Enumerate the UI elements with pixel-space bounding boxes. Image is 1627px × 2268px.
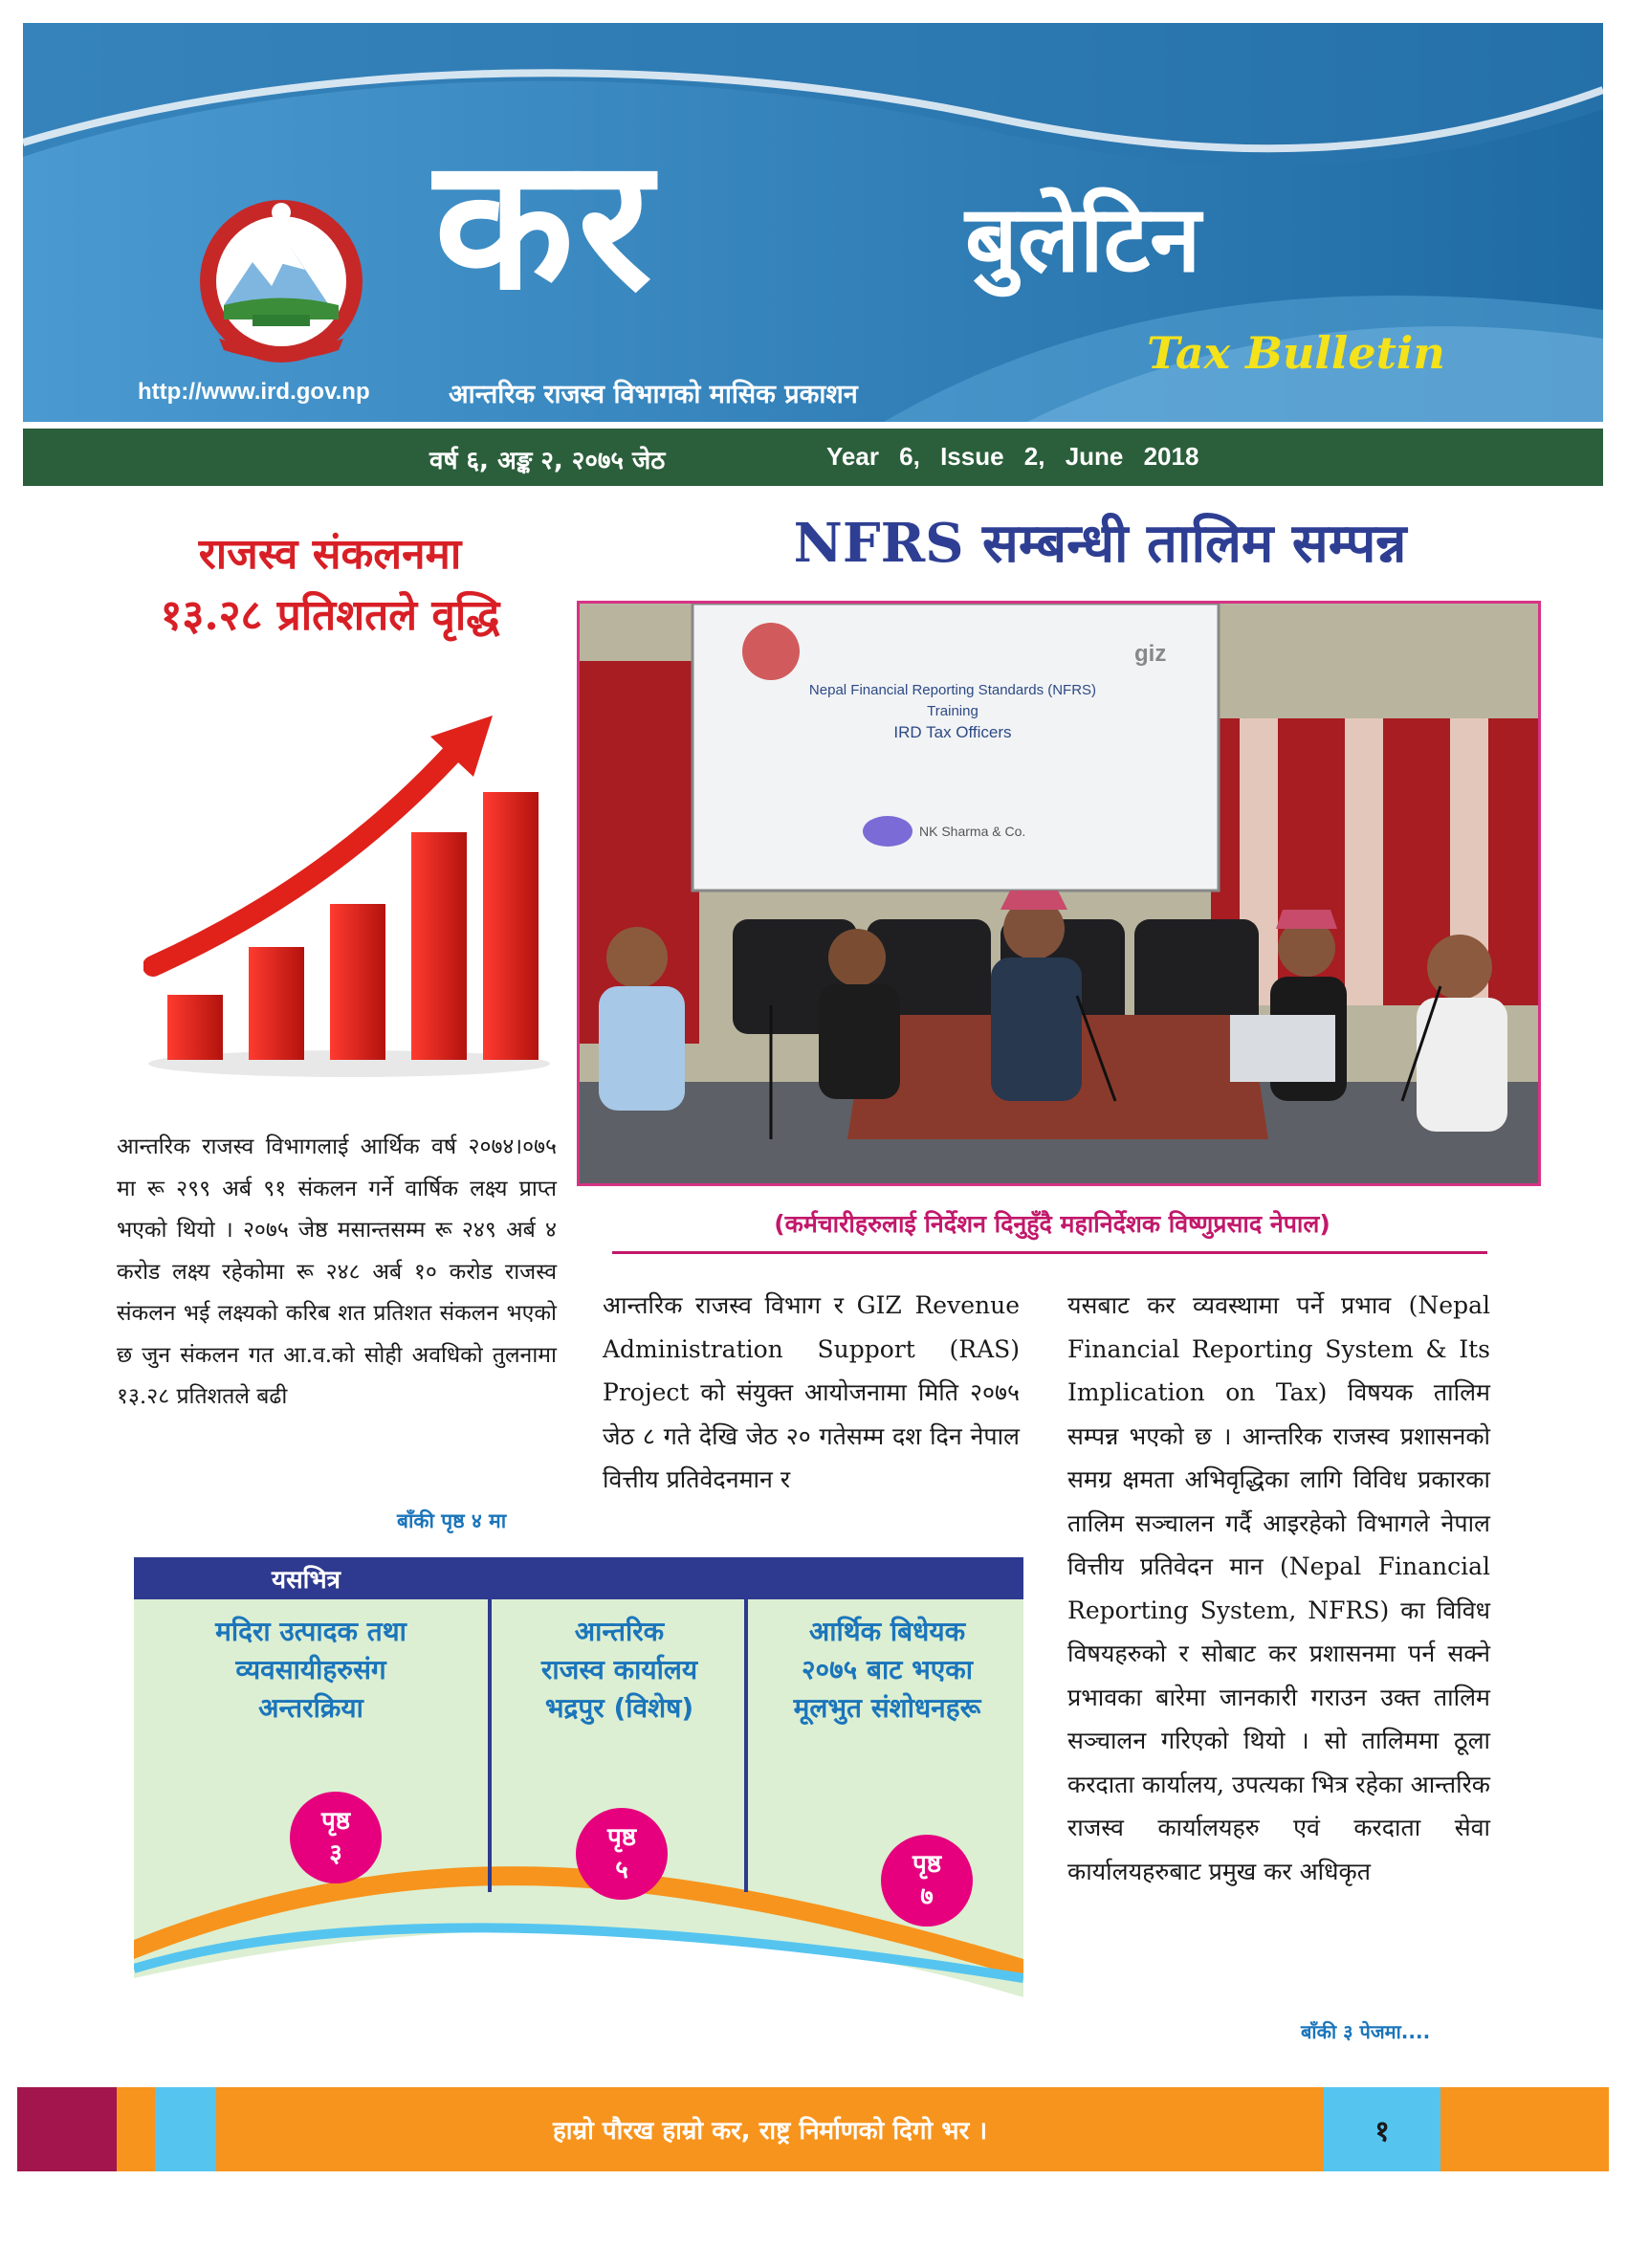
screen-text-line3: IRD Tax Officers xyxy=(893,723,1012,741)
inside-item-3-line2: २०७५ बाट भएका xyxy=(801,1654,973,1685)
footer-orange-block xyxy=(117,2087,155,2171)
training-photo xyxy=(577,601,1541,1186)
left-story-headline[interactable] xyxy=(57,524,603,647)
screen-partner-text: NK Sharma & Co. xyxy=(919,824,1026,839)
footer-page-number-block xyxy=(1324,2087,1440,2171)
page-label: पृष्ठ xyxy=(320,1807,351,1836)
rising-bar-chart-arrow-icon xyxy=(143,708,555,1081)
inside-item-1-page-badge[interactable] xyxy=(290,1792,382,1883)
page-number: १ xyxy=(1374,2115,1390,2148)
masthead-title-sub: बुलेटिन xyxy=(965,186,1201,293)
inside-item-2[interactable] xyxy=(497,1613,741,1728)
main-story-headline[interactable]: NFRS सम्बन्धी तालिम सम्पन्न xyxy=(793,512,1407,575)
inside-item-1[interactable] xyxy=(153,1613,469,1728)
caption-divider xyxy=(612,1251,1487,1254)
page-label: पृष्ठ xyxy=(912,1850,942,1879)
left-headline-line2: १३.२८ प्रतिशतले वृद्धि xyxy=(160,591,500,640)
left-headline-line1: राजस्व संकलनमा xyxy=(198,530,462,579)
inside-item-1-line2: व्यवसायीहरुसंग xyxy=(235,1654,386,1685)
page-number-badge: ७ xyxy=(920,1883,934,1911)
screen-text-line2: Training xyxy=(927,703,978,719)
masthead xyxy=(23,23,1603,422)
issue-bar xyxy=(23,429,1603,486)
photo-caption: (कर्मचारीहरुलाई निर्देशन दिनुहुँदै महानिर्देशक विष्णुप्रसाद नेपाल) xyxy=(774,1210,1330,1238)
inside-this-issue-box xyxy=(134,1557,1023,1997)
inside-item-2-line3: भद्रपुर (विशेष) xyxy=(544,1692,694,1724)
inside-item-1-line1: मदिरा उत्पादक तथा xyxy=(215,1616,407,1647)
inside-item-2-line1: आन्तरिक xyxy=(574,1616,665,1647)
left-story-continued-link[interactable]: बाँकी पृष्ठ ४ मा xyxy=(397,1509,507,1532)
page-label: पृष्ठ xyxy=(606,1823,637,1852)
masthead-title-english: Tax Bulletin xyxy=(1147,327,1445,379)
masthead-tagline: आन्तरिक राजस्व विभागको मासिक प्रकाशन xyxy=(449,380,858,409)
left-story-body: आन्तरिक राजस्व विभागलाई आर्थिक वर्ष २०७४।०७५ मा रू २९९ अर्ब ९१ संकलन गर्ने वार्षिक लक्ष्य प्राप्त भएको थियो । २०७५ जेष्ठ मसान्तसम्म रू २४९ अर्ब ४ करोड लक्ष्य रहेकोमा रू २४८ अर्ब १० करोड राजस्व संकलन भई लक्ष्यको करिब शत प्रतिशत संकलन भएको छ जुन संकलन गत आ.व.को सोही अवधिको तुलनामा १३.२८ प्रतिशतले बढी xyxy=(117,1134,557,1409)
main-story-column-1: आन्तरिक राजस्व विभाग र GIZ Revenue Administration Support (RAS) Project को संयुक्त आयोजनामा मिति २०७५ जेठ ८ गते देखि जेठ २० गतेसम्म दश दिन नेपाल वित्तीय प्रतिवेदनमान र xyxy=(603,1291,1020,1493)
main-story-column-2: यसबाट कर व्यवस्थामा पर्ने प्रभाव (Nepal Financial Reporting System & Its Implication on Tax) विषयक तालिम सम्पन्न भएको छ । आन्तरिक राजस्व प्रशासनको समग्र क्षमता अभिवृद्धिका लागि विविध प्रकारका तालिम सञ्चालन गर्दै आइरहेको विभागले नेपाल वित्तीय प्रतिवेदन मान (Nepal Financial Reporting System, NFRS) का विविध विषयहरुको र सोबाट कर प्रशासनमा पर्न सक्ने प्रभावका बारेमा जानकारी गराउन उक्त तालिम सञ्चालन गरिएको थियो । सो तालिममा ठूला करदाता कार्यालय, उपत्यका भित्र रहेका आन्तरिक राजस्व कार्यालयहरु एवं करदाता सेवा कार्यालयहरुबाट प्रमुख कर अधिकृत xyxy=(1067,1291,1490,1885)
footer-maroon-block xyxy=(17,2087,117,2171)
issue-info-nepali: वर्ष ६, अङ्क २, २०७५ जेठ xyxy=(429,447,666,475)
inside-title: यसभित्र xyxy=(271,1566,341,1595)
inside-item-3[interactable] xyxy=(751,1613,1023,1728)
inside-item-3-line3: मूलभुत संशोधनहरू xyxy=(793,1692,981,1724)
inside-item-1-line3: अन्तरक्रिया xyxy=(258,1692,363,1724)
page-number-badge: ५ xyxy=(615,1856,628,1884)
issue-info-english: Year 6, Issue 2, June 2018 xyxy=(826,442,1199,471)
screen-logo-text: giz xyxy=(1134,641,1167,667)
training-photo-illustration xyxy=(580,604,1538,1183)
main-story-continued-link[interactable]: बाँकी ३ पेजमा.... xyxy=(1301,2020,1431,2043)
footer-slogan: हाम्रो पौरख हाम्रो कर, राष्ट्र निर्माणको दिगो भर । xyxy=(553,2117,988,2146)
inside-item-3-page-badge[interactable] xyxy=(881,1835,973,1927)
inside-item-2-line2: राजस्व कार्यालय xyxy=(540,1654,698,1685)
nepal-emblem-icon xyxy=(186,195,377,367)
footer-cyan-block xyxy=(155,2087,216,2171)
screen-text-line1: Nepal Financial Reporting Standards (NFRS) xyxy=(808,682,1097,698)
footer-bar xyxy=(17,2087,1609,2171)
inside-item-3-line1: आर्थिक बिधेयक xyxy=(808,1616,966,1647)
inside-item-2-page-badge[interactable] xyxy=(576,1808,668,1900)
website-link[interactable]: http://www.ird.gov.np xyxy=(138,379,370,405)
page-number-badge: ३ xyxy=(329,1839,342,1868)
masthead-title-main: कर xyxy=(434,117,656,330)
